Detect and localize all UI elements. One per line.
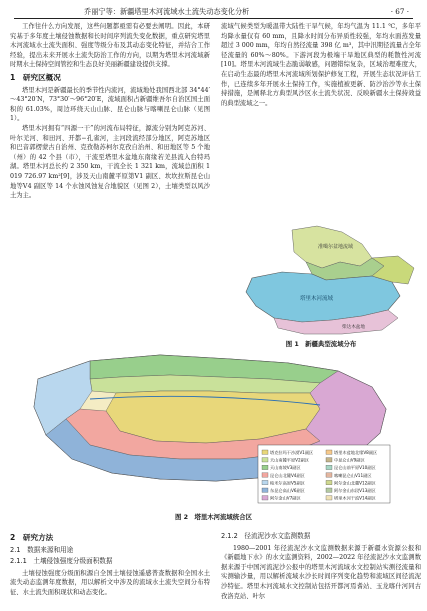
legend-label: 昆仑山北麓Ⅴ4副区 [270, 472, 305, 478]
legend-swatch [326, 496, 332, 500]
legend-label: 天山南坡Ⅴ3副区 [270, 465, 301, 471]
legend-label: 喀喇昆仑山Ⅴ11副区 [334, 472, 372, 478]
legend-swatch [326, 480, 332, 484]
legend-label: 昆仑山前平原Ⅴ10副区 [334, 465, 376, 471]
legend-swatch [262, 458, 268, 462]
header-title: 乔丽宁等：新疆塔里木河流域水土流失动态变化分析 [84, 7, 250, 16]
legend-label: 天山南麓平原Ⅴ2副区 [270, 457, 310, 463]
legend-label: 帕米尔高原Ⅴ5副区 [270, 480, 305, 486]
legend-label: 阿尔金山北麓Ⅴ12副区 [334, 480, 376, 486]
tarim-zoning-map [20, 349, 407, 507]
legend-swatch [326, 458, 332, 462]
left-column-top [10, 22, 210, 201]
left-column-bottom [10, 530, 210, 598]
subsection-2-1-1: 2.1.1 土壤侵蚀强度分级面积数据 [10, 557, 113, 566]
legend-label: 塔里木河干流Ⅴ14副区 [334, 495, 376, 501]
figure-1-map [222, 222, 420, 338]
map-label-north: 准噶尔盆地流域 [318, 244, 354, 250]
legend-label: 阿尔金山东段Ⅴ13副区 [334, 488, 376, 493]
figure-2-map [20, 349, 407, 507]
xinjiang-basin-map [222, 222, 420, 338]
figure-1-caption: 图 1 新疆典型流域分布 [285, 340, 357, 348]
legend-label: 塔克拉玛干沙漠Ⅴ1副区 [270, 450, 314, 455]
legend-label: 中昆仑山Ⅴ9副区 [334, 457, 365, 463]
paragraph-erosion-data: 土壤侵蚀强度分级面积源自全国土壤侵蚀遥感普查数据和全国水土流失动态监测年度数据，用以解析文中涉及的流域水土流失空间分布特征、水土流失面积现状和动态变化。 [10, 569, 210, 596]
running-header [14, 6, 413, 19]
legend-label: 阿尔金山Ⅴ7副区 [270, 495, 301, 501]
legend-swatch [326, 488, 332, 492]
legend-swatch [326, 450, 332, 454]
legend-label: 东昆仑高山Ⅴ6副区 [270, 488, 305, 493]
legend-swatch [262, 465, 268, 469]
map-label-south: 柴达木盆地 [342, 325, 365, 330]
paragraph-study-area: 塔里木河是新疆最长的季节性内流河，流域地处我国西北部 34°44′～43°20′N，73°30′～96°20′E，流域面积占新疆维吾尔自治区国土面积的 61.03%，周边环绕天山山脉、昆仑山脉与喀喇昆仑山脉（见图 1）。 [10, 86, 210, 123]
right-column-bottom [221, 530, 421, 601]
legend-swatch [262, 496, 268, 500]
legend-swatch [262, 480, 268, 484]
paragraph-intro: 工作往什么方向发展，这些问题都亟需有必要去阐明。因此，本研究基于多年度土壤侵蚀数据和长时间序列流失变化数据，重点研究塔里木河流域水土流失面积、强度等级分布及其动态变化特征，并结合工作经验，提出未来开展水土流失防治工作的方向，以期为塔里木河流域新时期水土保持空间管控和生态良好美丽新疆建设提供支撑。 [10, 23, 210, 69]
legend-swatch [262, 473, 268, 477]
paragraph-hydro-data: 1980—2001 年径流泥沙水文监测数据来源于新疆水资源公报和《新疆地下水》的水文监测资料，2002—2022 年径流泥沙水文监测数据来源于中国河流泥沙公报中的塔里木河流域水文控制站实测径流量和实测输沙量，用以解析流域水沙长时间序列变化趋势和流域区间径流泥沙特征。塔里木河流域水文控制站包括开都河焉耆站、玉龙喀什河同古孜洛克站、叶尔 [221, 544, 421, 600]
subsection-2-1: 2.1 数据来源和用途 [10, 545, 74, 554]
right-column-top [221, 22, 421, 108]
legend-swatch [326, 473, 332, 477]
figure-2-caption: 图 2 塔里木河流域统合区 [175, 513, 252, 521]
paragraph-climate: 流域气候类型为暖温带大陆性干旱气候，年均气温为 11.1 ℃，多年平均降水量仅有 60 mm，且降水时间分布异质性较强，年均水面蒸发量超过 3 000 mm，年均自然径流量 398 亿 m³，其中汛期径流量占全年径流量的 60%～80%。下游河段为极端干旱地区典型的耗散性河流[10]。塔里木河流域生态脆弱敏感，问题错综复杂，区域治理难度大，在启动生态最的塔里木河流域所划保护修复工程，开展生态状况评估工作，已连续多年开展水土保持工作，实施植被更新、防沙治沙等水土保持措施，是阐释北方典型风沙区水土流失状况、反映新疆水土保持效益的典型流域之一。 [221, 23, 421, 107]
subsection-2-1-2: 2.1.2 径流泥沙水文监测数据 [221, 532, 311, 540]
paragraph-river-layout: 塔里木河拥有“四源一干”的河流布局特征，源流分别为阿克苏河、叶尔羌河、和田河、开都−孔雀河，主河段流经部分地区，阿克苏地区和巴音郭楞蒙古自治州、克孜勒苏柯尔克孜自治州、和田地区等 5 个地（州）的 42 个县（市），干流至塔里木盆地东南缘若羌县流入台特玛湖。塔里木河总长约 2 350 km，干流全长 1 321 km，流域总面积 1 019 726.97 km²[9]，涉及天山南麓平原第Ⅴ1 副区、坎坎拉斯昆仑山地等Ⅴ4 副区等 14 个水蚀风蚀复合地貌区（见图 2），土壤类型以风沙土为主。 [10, 124, 210, 200]
legend-label: 塔里木盆地北缘Ⅴ8副区 [334, 450, 378, 455]
section-heading-1: 1 研究区概况 [10, 72, 61, 82]
header-page-number: · 67 · [390, 7, 409, 16]
map-label-tarim: 塔里木河流域 [300, 296, 334, 302]
legend-swatch [262, 488, 268, 492]
legend-swatch [262, 450, 268, 454]
section-heading-2: 2 研究方法 [10, 533, 54, 542]
legend-swatch [326, 465, 332, 469]
